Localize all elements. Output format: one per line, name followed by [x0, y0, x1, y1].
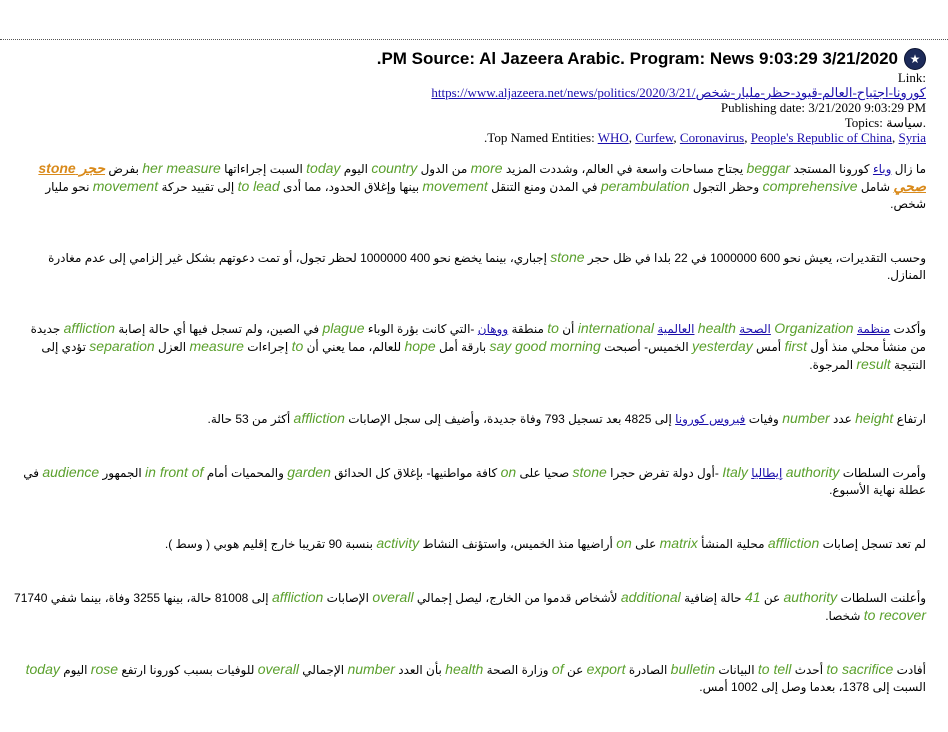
paragraph-text: أفادت [893, 663, 926, 677]
paragraph-text: جديدة من منشأ محلي منذ أول [30, 322, 926, 354]
translation-gloss: bulletin [670, 661, 716, 677]
paragraph-text: والمحميات أمام [203, 466, 288, 480]
translation-gloss: matrix [659, 535, 698, 551]
translation-gloss: international [577, 320, 655, 336]
translation-gloss: plague [322, 320, 365, 336]
translation-gloss: on [616, 535, 632, 551]
paragraph-text: بأن العدد [394, 663, 446, 677]
paragraph-text: يجتاح مساحات واسعة في العالم، وشددت المزيد [502, 162, 747, 176]
entity-link[interactable]: Curfew [635, 130, 674, 145]
star-badge-icon: ★ [904, 48, 926, 70]
translation-gloss: affliction [767, 535, 820, 551]
inline-link[interactable]: الصحة [739, 322, 771, 336]
paragraph-text: نحو مليار شخص. [45, 180, 926, 211]
paragraph-text: شخصا. [825, 609, 864, 623]
paragraph-text: عدد [829, 412, 856, 426]
translation-gloss: affliction [293, 410, 345, 426]
inline-link[interactable]: منظمة [856, 322, 891, 336]
article-paragraph [14, 249, 926, 284]
paragraph-text: وزارة الصحة [483, 663, 552, 677]
translation-gloss: perambulation [600, 178, 690, 194]
paragraph-text: صحيا على [516, 466, 573, 480]
paragraph-text: الإجمالي [298, 663, 348, 677]
translation-gloss: yesterday [692, 338, 753, 354]
translation-gloss: rose [90, 661, 119, 677]
article-paragraph [14, 589, 926, 625]
translation-gloss: authority [783, 589, 838, 605]
entity-link[interactable]: People's Republic of China [750, 130, 893, 145]
translation-gloss: overall [372, 589, 414, 605]
translation-gloss: height [855, 410, 894, 426]
page-title: .PM Source: Al Jazeera Arabic. Program: News 9:03:29 3/21/2020 [376, 49, 898, 68]
entities-row [46, 130, 926, 145]
translation-gloss: her measure [142, 160, 221, 176]
article-paragraph [14, 410, 926, 428]
paragraph-text: إجباري، بينما يخضع نحو 400 1000000 لحظر تجول، أو تمت دعوتهم بشكل غير إلزامي إلى عدم مغادرة المنازل. [48, 251, 926, 282]
article-paragraph [14, 535, 926, 553]
paragraph-text: إلى 81008 حالة، بينها 3255 وفاة، بينما شفي 71740 [14, 591, 272, 605]
paragraph-text: في المدن ومنع التنقل [487, 180, 601, 194]
translation-gloss: to recover [863, 607, 926, 623]
paragraph-text: كورونا المستجد [790, 162, 873, 176]
paragraph-text: السبت إجراءاتها [220, 162, 307, 176]
translation-gloss: affliction [63, 320, 115, 336]
translation-gloss: today [306, 160, 341, 176]
paragraph-text: بارقة أمل [435, 340, 490, 354]
translation-gloss: Italy [722, 464, 748, 480]
entity-link[interactable]: Coronavirus [679, 130, 745, 145]
translation-gloss: activity [376, 535, 420, 551]
paragraph-text: المرجوة. [809, 358, 857, 372]
translation-gloss: Organization [774, 320, 854, 336]
translation-gloss: today [25, 661, 60, 677]
translation-gloss: movement [422, 178, 488, 194]
paragraph-text: شامل [857, 180, 894, 194]
article-paragraph [14, 160, 926, 213]
paragraph-text: اليوم [59, 663, 91, 677]
article-paragraph [14, 320, 926, 374]
translation-gloss: separation [89, 338, 155, 354]
paragraph-text: -التي كانت بؤرة الوباء [364, 322, 478, 336]
dotted-separator [0, 39, 948, 40]
paragraph-text: حالة إضافية [680, 591, 745, 605]
publishing-date: Publishing date: 3/21/2020 9:03:29 PM [720, 100, 926, 115]
paragraph-text: الصادرة [625, 663, 671, 677]
translation-gloss: number [347, 661, 395, 677]
translation-gloss: to [547, 320, 559, 336]
translation-gloss: audience [42, 464, 100, 480]
paragraph-text: إلى تقييد حركة [158, 180, 238, 194]
paragraph-text: وأمرت السلطات [839, 466, 926, 480]
topics-row [46, 115, 926, 130]
paragraph-text: على [631, 537, 660, 551]
translation-gloss: number [782, 410, 830, 426]
paragraph-text: وأكدت [890, 322, 926, 336]
translation-gloss: measure [189, 338, 244, 354]
translation-gloss: authority [785, 464, 840, 480]
paragraph-text: لأشخاص قدموا من الخارج، ليصل إجمالي [413, 591, 621, 605]
translation-gloss: health [445, 661, 484, 677]
translation-gloss: affliction [271, 589, 324, 605]
translation-gloss: say good morning [489, 338, 601, 354]
translation-gloss: first [784, 338, 807, 354]
paragraph-text: العزل [154, 340, 190, 354]
paragraph-text: -أول دولة تفرض حجرا [606, 466, 723, 480]
paragraph-text: للوفيات بسبب كورونا ارتفع [118, 663, 258, 677]
paragraph-text: تؤدي إلى النتيجة [41, 340, 926, 372]
paragraph-text: الجمهور [99, 466, 146, 480]
paragraph-text: إلى 4825 بعد تسجيل 793 وفاة جديدة، وأضيف إلى سجل الإصابات [344, 412, 676, 426]
translation-gloss: to lead [237, 178, 280, 194]
translation-gloss: country [371, 160, 418, 176]
paragraph-text: البيانات [715, 663, 758, 677]
article-body [14, 160, 926, 732]
translation-gloss: comprehensive [762, 178, 858, 194]
inline-link[interactable]: إيطاليا [751, 466, 783, 480]
paragraph-text: اليوم [340, 162, 372, 176]
inline-link[interactable]: العالمية [657, 322, 695, 336]
inline-link[interactable]: ووهان [477, 322, 509, 336]
article-link[interactable]: https://www.aljazeera.net/news/politics/2020/3/21/كورونا-اجتياح-العالم-قيود-حظر-مليار-شخص [431, 85, 926, 100]
translation-gloss: overall [257, 661, 299, 677]
paragraph-text: محلية المنشأ [697, 537, 768, 551]
paragraph-text: في الصين، ولم تسجل فيها أي حالة إصابة [114, 322, 323, 336]
paragraph-text: وفيات [745, 412, 783, 426]
entities-label: .Top Named Entities: [484, 130, 595, 145]
highlighted-gloss: حجر stone [38, 160, 106, 176]
translation-gloss: in front of [145, 464, 204, 480]
link-url-row [46, 85, 926, 100]
article-paragraph [14, 464, 926, 499]
translation-gloss: result [856, 356, 891, 372]
paragraph-text: كافة مواطنيها- بإغلاق كل الحدائق [330, 466, 501, 480]
paragraph-text: وحظر التجول [689, 180, 763, 194]
translation-gloss: to tell [757, 661, 792, 677]
paragraph-text: بنسبة 90 تقريبا خارج إقليم هوبي ( وسط ). [164, 537, 377, 551]
translation-gloss: additional [620, 589, 681, 605]
paragraph-text: وأعلنت السلطات [837, 591, 926, 605]
paragraph-text: عن [760, 591, 784, 605]
paragraph-text: من الدول [417, 162, 471, 176]
translation-gloss: on [500, 464, 517, 480]
paragraph-text: بفرض [105, 162, 143, 176]
inline-link[interactable]: وباء [872, 162, 892, 176]
translation-gloss: export [586, 661, 626, 677]
translation-gloss: movement [92, 178, 159, 194]
entity-link[interactable]: Syria [898, 130, 926, 145]
paragraph-text: إجراءات [243, 340, 292, 354]
translation-gloss: stone [572, 464, 607, 480]
translation-gloss: beggar [746, 160, 791, 176]
entities-list: WHO, Curfew, Coronavirus, People's Republic of China, Syria [597, 130, 926, 145]
paragraph-text: أحدث [791, 663, 827, 677]
paragraph-text: في عطلة نهاية الأسبوع. [23, 466, 926, 497]
paragraph-text: ارتفاع [893, 412, 926, 426]
paragraph-text: أن [558, 322, 578, 336]
paragraph-text: وحسب التقديرات، يعيش نحو 600 1000000 في 22 بلدا في ظل حجر [584, 251, 926, 265]
paragraph-text: أكثر من 53 حالة. [207, 412, 294, 426]
translation-gloss: stone [550, 249, 585, 265]
article-header [46, 48, 926, 145]
entity-link[interactable]: WHO [597, 130, 629, 145]
paragraph-text: بينها وإغلاق الحدود، مما أدى [279, 180, 423, 194]
paragraph-text: الإصابات [323, 591, 373, 605]
link-row [46, 70, 926, 85]
article-paragraph [14, 661, 926, 696]
translation-gloss: to sacrifice [826, 661, 894, 677]
paragraph-text: عن [563, 663, 587, 677]
translation-gloss: 41 [744, 589, 761, 605]
paragraph-text: ما زال [891, 162, 926, 176]
highlighted-gloss: صحي [893, 178, 926, 194]
link-label: Link: [897, 70, 926, 85]
translation-gloss: hope [404, 338, 436, 354]
paragraph-text: السبت إلى 1378، بعدما وصل إلى 1002 أمس. [699, 680, 926, 694]
title-row [46, 48, 926, 70]
translation-gloss: garden [287, 464, 331, 480]
paragraph-text: أراضيها منذ الخميس، واستؤنف النشاط [419, 537, 617, 551]
translation-gloss: to [291, 338, 304, 354]
inline-link[interactable]: فيروس كورونا [675, 412, 746, 426]
translation-gloss: of [551, 661, 564, 677]
paragraph-text: لم تعد تسجل إصابات [819, 537, 926, 551]
topics-value: سياسة. [886, 115, 926, 130]
topics-label: Topics: [844, 115, 883, 130]
paragraph-text: أمس [752, 340, 785, 354]
paragraph-text: للعالم، مما يعني أن [303, 340, 405, 354]
paragraph-text: الخميس- أصبحت [600, 340, 692, 354]
translation-gloss: more [470, 160, 503, 176]
translation-gloss: health [697, 320, 736, 336]
paragraph-text: منطقة [508, 322, 548, 336]
